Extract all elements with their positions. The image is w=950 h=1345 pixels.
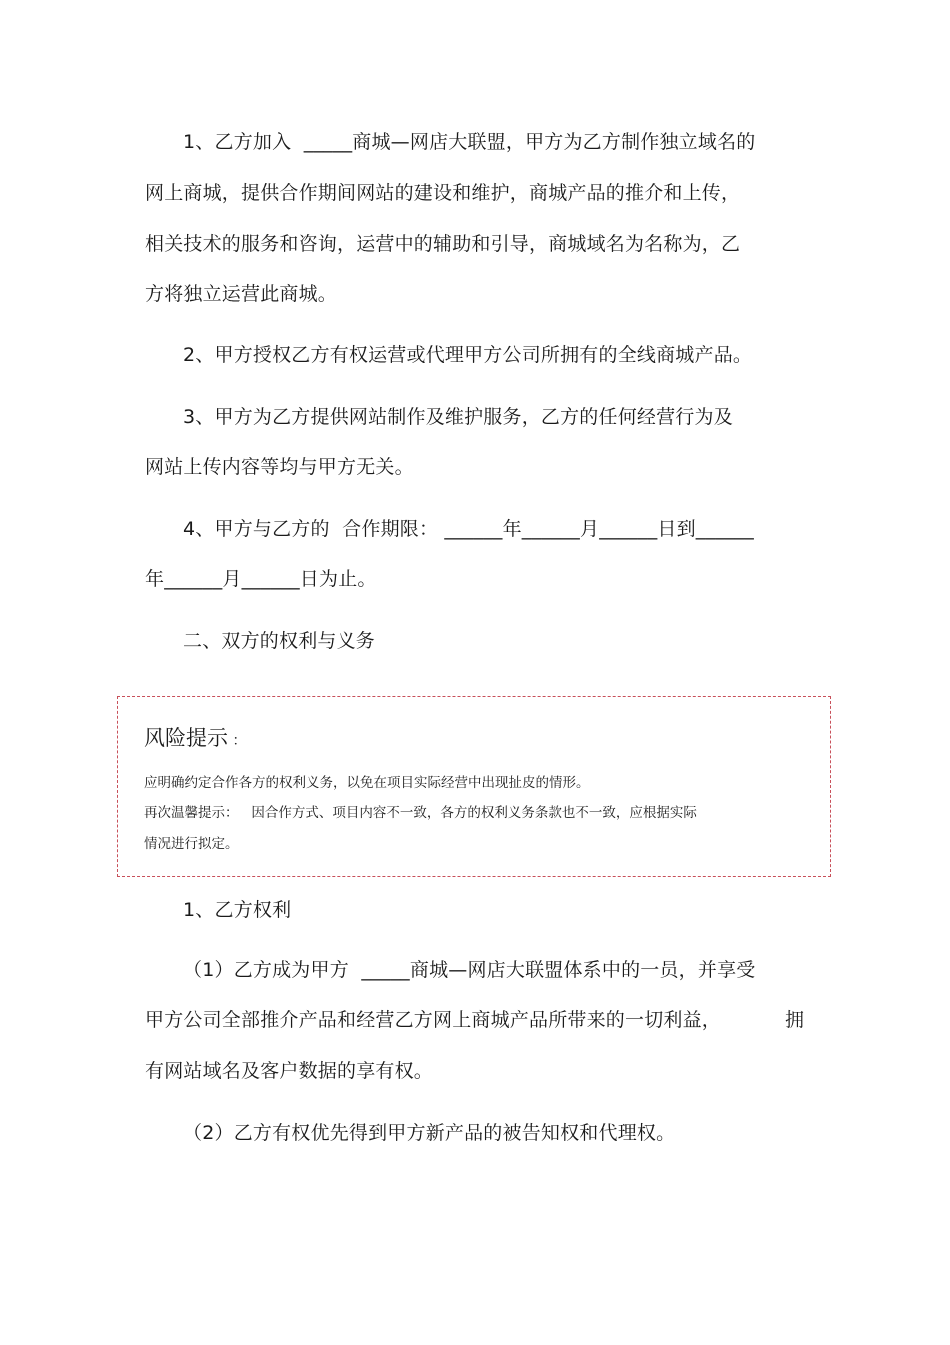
clause-4-line-1: 4、甲方与乙方的 合作期限： ______年______月______日到______ — [183, 518, 755, 540]
risk-notice-title — [144, 725, 246, 754]
right-2-line-1: （2）乙方有权优先得到甲方新产品的被告知权和代理权。 — [183, 1122, 676, 1144]
clause-1-line-4: 方将独立运营此商城。 — [145, 283, 338, 305]
risk-notice-line-2: 再次温馨提示： 因合作方式、项目内容不一致，各方的权利义务条款也不一致，应根据实际 — [144, 805, 697, 821]
clause-3-line-1: 3、甲方为乙方提供网站制作及维护服务，乙方的任何经营行为及 — [183, 406, 733, 428]
section-heading: 二、双方的权利与义务 — [183, 630, 376, 652]
right-1-line-1: （1）乙方成为甲方 _____商城—网店大联盟体系中的一员，并享受 — [183, 959, 756, 981]
risk-notice-box — [117, 696, 831, 877]
clause-1-line-1: 1、乙方加入 _____商城—网店大联盟，甲方为乙方制作独立域名的 — [183, 131, 756, 153]
risk-notice-title-text: 风险提示 — [144, 726, 228, 750]
subsection-heading: 1、乙方权利 — [183, 899, 292, 921]
risk-notice-line-3: 情况进行拟定。 — [144, 836, 239, 852]
risk-notice-colon: ： — [228, 733, 247, 749]
right-1-line-2-end: 拥 — [785, 1009, 805, 1031]
clause-4-line-2: 年______月______日为止。 — [145, 568, 377, 590]
clause-1-line-2: 网上商城，提供合作期间网站的建设和维护，商城产品的推介和上传， — [145, 182, 741, 204]
right-1-line-2: 甲方公司全部推介产品和经营乙方网上商城产品所带来的一切利益， — [145, 1009, 722, 1031]
clause-1-line-3: 相关技术的服务和咨询，运营中的辅助和引导，商城域名为名称为，乙 — [145, 233, 741, 255]
risk-notice-line-1: 应明确约定合作各方的权利义务，以免在项目实际经营中出现扯皮的情形。 — [144, 775, 590, 791]
clause-3-line-2: 网站上传内容等均与甲方无关。 — [145, 456, 414, 478]
right-1-line-3: 有网站域名及客户数据的享有权。 — [145, 1060, 434, 1082]
clause-2-line-1: 2、甲方授权乙方有权运营或代理甲方公司所拥有的全线商城产品。 — [183, 344, 753, 366]
